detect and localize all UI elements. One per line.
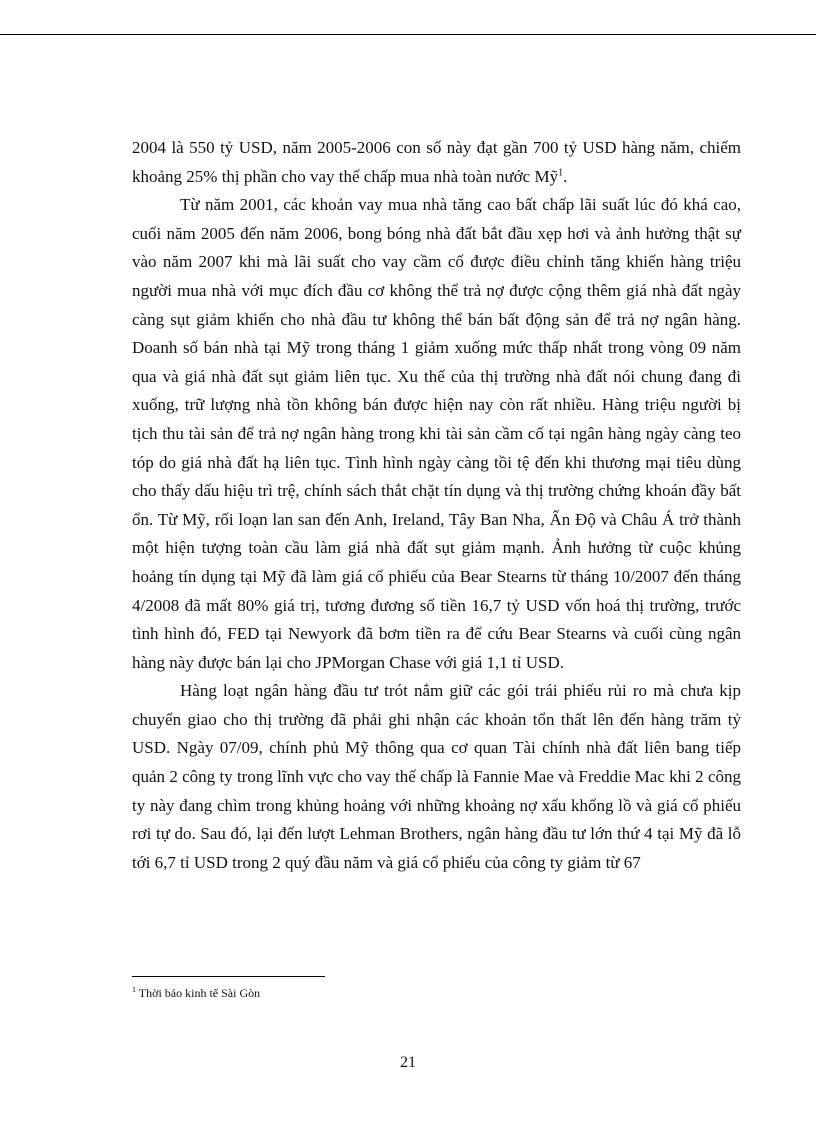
footnote-reference: 1 xyxy=(558,166,564,178)
footnote-text: Thời báo kinh tế Sài Gòn xyxy=(138,986,261,1000)
body-text xyxy=(132,134,741,877)
page-number: 21 xyxy=(400,1054,416,1071)
header-rule xyxy=(0,34,816,35)
footnote xyxy=(132,985,260,1001)
footnote-separator xyxy=(132,976,325,977)
paragraph-continuation: 2004 là 550 tỷ USD, năm 2005-2006 con số này đạt gần 700 tỷ USD hàng năm, chiếm khoảng 25% thị phần cho vay thế chấp mua nhà toàn nước Mỹ$^1$. xyxy=(132,138,741,186)
paragraph-housing-crisis: Từ năm 2001, các khoản vay mua nhà tăng cao bất chấp lãi suất lúc đó khá cao, cuối năm 2005 đến năm 2006, bong bóng nhà đất bắt đầu xẹp hơi và ảnh hưởng thật sự vào năm 2007 khi mà lãi suất cho vay cầm cố được điều chỉnh tăng khiến hàng triệu người mua nhà với mục đích đầu cơ không thể trả nợ được cộng thêm giá nhà đất ngày càng sụt giảm khiến cho nhà đầu tư không thể bán bất động sản để trả nợ ngân hàng. Doanh số bán nhà tại Mỹ trong tháng 1 giảm xuống mức thấp nhất trong vòng 09 năm qua và giá nhà đất sụt giảm liên tục. Xu thế của thị trường nhà đất nói chung đang đi xuống, trữ lượng nhà tồn không bán được hiện nay còn rất nhiều. Hàng triệu người bị tịch thu tài sản để trả nợ ngân hàng trong khi tài sản cầm cố tại ngân hàng ngày càng teo tóp do giá nhà đất hạ liên tục. Tình hình ngày càng tồi tệ đến khi thương mại tiêu dùng cho thấy dấu hiệu trì trệ, chính sách thắt chặt tín dụng và thị trường chứng khoán đầy bất ổn. Từ Mỹ, rối loạn lan san đến Anh, Ireland, Tây Ban Nha, Ấn Độ và Châu Á trở thành một hiện tượng toàn cầu làm giá nhà đất sụt giảm mạnh. Ảnh hưởng từ cuộc khủng hoảng tín dụng tại Mỹ đã làm giá cổ phiếu của Bear Stearns từ tháng 10/2007 đến tháng 4/2008 đã mất 80% giá trị, tương đương số tiền 16,7 tỷ USD vốn hoá thị trường, trước tình hình đó, FED tại Newyork đã bơm tiền ra để cứu Bear Stearns và cuối cùng ngân hàng này được bán lại cho JPMorgan Chase với giá 1,1 tỉ USD. xyxy=(132,195,741,672)
footnote-number: 1 xyxy=(132,985,136,994)
paragraph-bank-losses: Hàng loạt ngân hàng đầu tư trót nắm giữ các gói trái phiếu rủi ro mà chưa kịp chuyển giao cho thị trường đã phải ghi nhận các khoản tổn thất lên đến hàng trăm tỷ USD. Ngày 07/09, chính phủ Mỹ thông qua cơ quan Tài chính nhà đất liên bang tiếp quản 2 công ty trong lĩnh vực cho vay thế chấp là Fannie Mae và Freddie Mac khi 2 công ty này đang chìm trong khủng hoảng với những khoảng nợ xấu khổng lồ và giá cổ phiếu rơi tự do. Sau đó, lại đến lượt Lehman Brothers, ngân hàng đầu tư lớn thứ 4 tại Mỹ đã lỗ tới 6,7 tỉ USD trong 2 quý đầu năm và giá cổ phiếu của công ty giảm từ 67 xyxy=(132,681,741,872)
